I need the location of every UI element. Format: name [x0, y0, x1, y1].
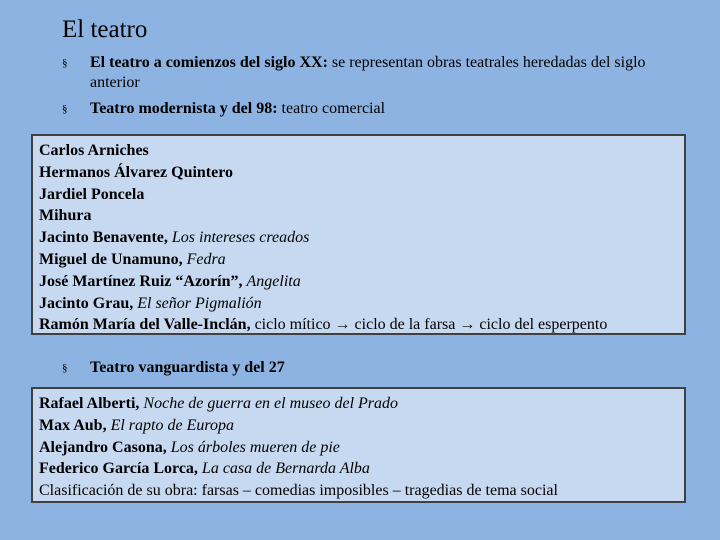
bullet-heading: El teatro a comienzos del siglo XX:	[90, 54, 328, 71]
author-line	[39, 162, 679, 184]
bullet-mark: §	[62, 57, 68, 69]
bullet-mark: §	[62, 103, 68, 115]
author-name: Jacinto Benavente,	[39, 229, 168, 247]
work-title: El señor Pigmalión	[137, 294, 262, 312]
author-name: Mihura	[39, 207, 92, 225]
work-title: Los intereses creados	[171, 229, 310, 247]
author-line	[39, 205, 679, 227]
author-line	[39, 314, 679, 336]
bullet-text	[90, 53, 686, 93]
author-name: Federico García Lorca,	[39, 460, 198, 478]
author-name: Carlos Arniches	[39, 142, 149, 159]
author-name: Hermanos Álvarez Quintero	[39, 163, 234, 181]
bullet-item-siglo-xx	[62, 53, 686, 93]
author-line	[39, 293, 679, 315]
author-line	[39, 184, 679, 206]
author-line	[39, 393, 679, 415]
work-title: Noche de guerra en el museo del Prado	[143, 395, 399, 412]
bullet-mark: §	[62, 362, 68, 374]
work-title: Los árboles mueren de pie	[170, 438, 340, 456]
bullet-heading: Teatro modernista y del 98:	[90, 100, 278, 117]
bullet-text	[90, 358, 686, 378]
work-title: El rapto de Europa	[110, 416, 234, 434]
author-line	[39, 480, 679, 502]
author-name: Jardiel Poncela	[39, 185, 145, 203]
bullet-body: teatro comercial	[277, 100, 386, 117]
author-line	[39, 140, 679, 162]
author-line	[39, 437, 679, 459]
author-name: Max Aub,	[39, 416, 107, 434]
author-name: Ramón María del Valle-Inclán,	[39, 316, 251, 334]
author-line	[39, 458, 679, 480]
author-line	[39, 249, 679, 271]
bullet-heading: Teatro vanguardista y del 27	[90, 359, 285, 376]
author-name: Jacinto Grau,	[39, 294, 134, 312]
author-line	[39, 227, 679, 249]
author-name: Alejandro Casona,	[39, 438, 167, 456]
bullet-body: se representan obras teatrales heredadas del siglo anterior	[90, 54, 646, 91]
bullet-item-vanguardista	[62, 358, 686, 378]
work-title: Fedra	[186, 250, 226, 268]
author-line	[39, 415, 679, 437]
work-title: Angelita	[246, 272, 301, 290]
slide-title: El teatro	[62, 16, 148, 43]
line-note: Clasificación de su obra: farsas – comedias imposibles – tragedias de tema social	[39, 482, 558, 500]
author-name: José Martínez Ruiz “Azorín”,	[39, 272, 243, 290]
author-name: Miguel de Unamuno,	[39, 250, 183, 268]
line-note: ciclo mítico → ciclo de la farsa → ciclo del esperpento	[250, 316, 608, 334]
bullet-text	[90, 99, 686, 119]
work-title: La casa de Bernarda Alba	[201, 460, 370, 478]
authors-box-vanguardista	[31, 387, 686, 503]
author-name: Rafael Alberti,	[39, 395, 140, 412]
bullet-item-modernista	[62, 99, 686, 119]
author-line	[39, 271, 679, 293]
authors-box-modernista	[31, 134, 686, 335]
